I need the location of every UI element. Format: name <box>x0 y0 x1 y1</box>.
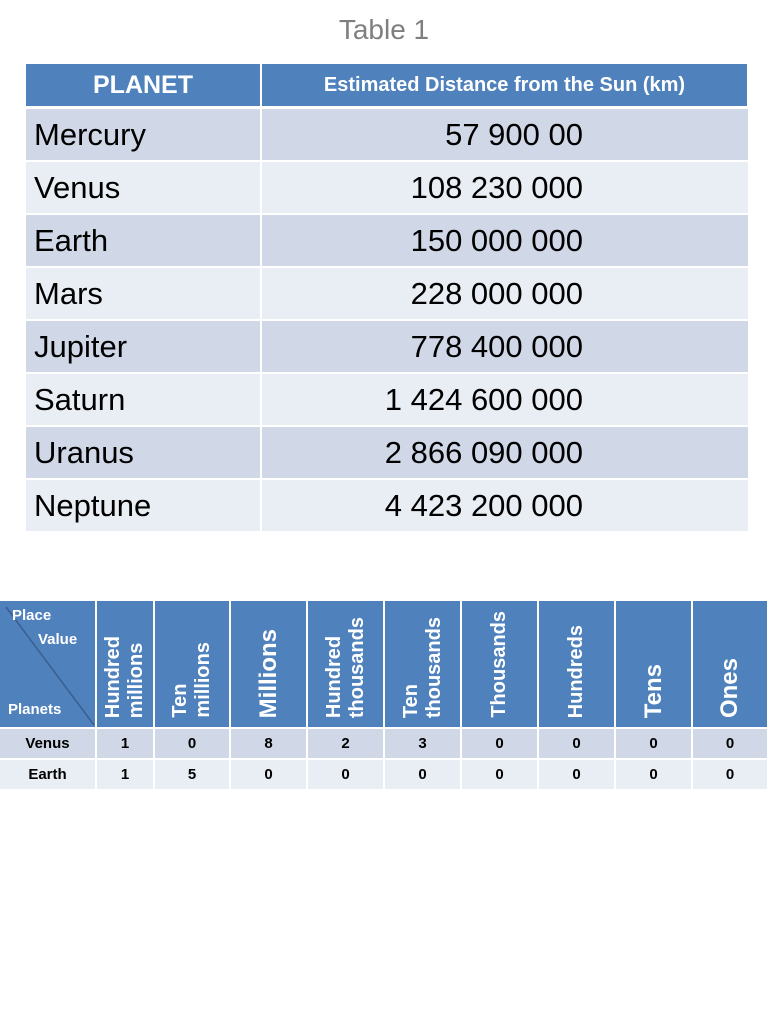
header-planet: PLANET <box>26 64 261 108</box>
digit-cell: 0 <box>461 759 538 789</box>
page-title: Table 1 <box>338 14 430 45</box>
col-thousands <box>461 601 538 728</box>
digit-cell: 0 <box>692 728 768 759</box>
planet-distance: 1 424 600 000 <box>261 373 748 426</box>
planet-distance: 4 423 200 000 <box>261 479 748 532</box>
digit-cell: 0 <box>154 728 230 759</box>
col-label-line1: Thousands <box>488 611 510 718</box>
col-ten-millions <box>154 601 230 728</box>
digit-cell: 0 <box>615 759 692 789</box>
digit-cell: 5 <box>154 759 230 789</box>
digit-cell: 0 <box>538 728 615 759</box>
place-value-table <box>0 601 768 789</box>
corner-value-label: Value <box>38 631 78 648</box>
planet-name: Saturn <box>26 373 261 426</box>
digit-cell: 1 <box>96 759 154 789</box>
col-hundreds <box>538 601 615 728</box>
table-row <box>26 479 748 532</box>
table-row <box>26 373 748 426</box>
planet-distance: 2 866 090 000 <box>261 426 748 479</box>
table-row <box>0 728 768 759</box>
col-ten-thousands <box>384 601 461 728</box>
table-row <box>26 320 748 373</box>
col-hundred-millions <box>96 601 154 728</box>
corner-header <box>0 601 96 728</box>
col-ones <box>692 601 768 728</box>
col-label-line2: millions <box>125 642 147 718</box>
col-label-line2: thousands <box>422 616 445 718</box>
col-label-line1: Ones <box>716 657 744 718</box>
col-label-line2: millions <box>192 642 214 718</box>
planet-name: Neptune <box>26 479 261 532</box>
planet-name: Uranus <box>26 426 261 479</box>
digit-cell: 2 <box>307 728 384 759</box>
table-row <box>26 267 748 320</box>
planet-name: Mars <box>26 267 261 320</box>
row-planet: Earth <box>0 759 96 789</box>
header-distance: Estimated Distance from the Sun (km) <box>261 64 748 108</box>
col-label-line1: Millions <box>254 628 282 718</box>
planet-distance: 778 400 000 <box>261 320 748 373</box>
col-label-line1: Hundred <box>102 635 124 718</box>
col-hundred-thousands <box>307 601 384 728</box>
digit-cell: 0 <box>615 728 692 759</box>
planet-name: Earth <box>26 214 261 267</box>
col-label-line1: Ten <box>399 683 422 718</box>
planet-name: Jupiter <box>26 320 261 373</box>
table-row <box>26 161 748 214</box>
digit-cell: 0 <box>538 759 615 789</box>
digit-cell: 0 <box>692 759 768 789</box>
planet-name: Mercury <box>26 108 261 162</box>
col-label-line1: Tens <box>639 663 667 718</box>
corner-planets-label: Planets <box>8 701 62 718</box>
col-label-line2: thousands <box>345 616 368 718</box>
planet-name: Venus <box>26 161 261 214</box>
col-tens <box>615 601 692 728</box>
table-row <box>26 108 748 162</box>
digit-cell: 8 <box>230 728 307 759</box>
digit-cell: 1 <box>96 728 154 759</box>
table-row <box>26 214 748 267</box>
table-row <box>26 426 748 479</box>
col-label-line1: Hundred <box>322 635 345 718</box>
place-value-header-row <box>0 601 768 728</box>
planet-distance: 108 230 000 <box>261 161 748 214</box>
col-label-line1: Ten <box>169 683 191 718</box>
digit-cell: 0 <box>230 759 307 789</box>
planet-distance: 228 000 000 <box>261 267 748 320</box>
planet-distance-table <box>26 64 749 533</box>
table-row <box>0 759 768 789</box>
corner-place-label: Place <box>12 607 52 624</box>
planet-distance: 150 000 000 <box>261 214 748 267</box>
row-planet: Venus <box>0 728 96 759</box>
col-label-line1: Hundreds <box>565 624 587 718</box>
digit-cell: 3 <box>384 728 461 759</box>
planet-distance: 57 900 00 <box>261 108 748 162</box>
col-millions <box>230 601 307 728</box>
digit-cell: 0 <box>384 759 461 789</box>
digit-cell: 0 <box>461 728 538 759</box>
table-header-row <box>26 64 748 108</box>
digit-cell: 0 <box>307 759 384 789</box>
